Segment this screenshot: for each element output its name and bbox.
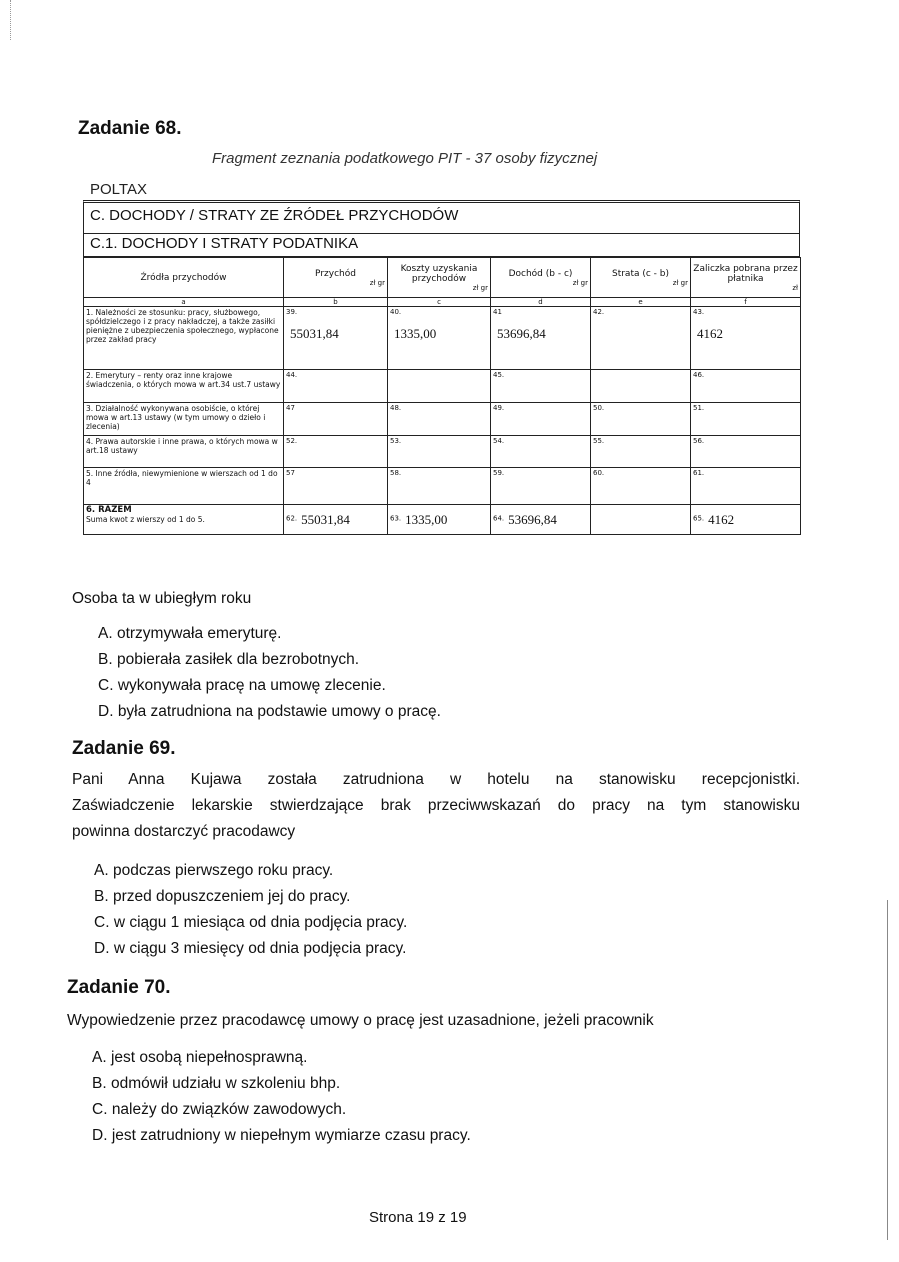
row-label: 4. Prawa autorskie i inne prawa, o których mowa w art.18 ustawy [84,436,284,468]
task68-subtitle: Fragment zeznania podatkowego PIT - 37 osoby fizycznej [212,150,598,167]
table-cell: 60. [591,468,691,505]
col-header-loss: Strata (c - b) zł gr [591,258,691,298]
table-cell [591,505,691,535]
table-cell: 52. [284,436,388,468]
table-row [84,403,801,436]
answer-option: A. podczas pierwszego roku pracy. [94,862,334,879]
table-cell [591,370,691,403]
table-cell: 55. [591,436,691,468]
answer-option: D. w ciągu 3 miesięcy od dnia podjęcia pracy. [94,940,407,957]
col-header-profit: Dochód (b - c) zł gr [491,258,591,298]
col-letter: c [388,298,491,307]
task68-heading: Zadanie 68. [78,118,182,139]
task68-question: Osoba ta w ubiegłym roku [72,590,252,607]
row-label: 2. Emerytury – renty oraz inne krajowe świadczenia, o których mowa w art.34 ust.7 ustawy [84,370,284,403]
col-header-advance: Zaliczka pobrana przez płatnika zł [691,258,801,298]
income-table [83,257,801,535]
table-cell: 46. [691,370,801,403]
page-number: Strona 19 z 19 [369,1209,467,1226]
answer-option: B. przed dopuszczeniem jej do pracy. [94,888,351,905]
table-row [84,468,801,505]
table-cell: 53. [388,436,491,468]
task70-question: Wypowiedzenie przez pracodawcę umowy o pracę jest uzasadnione, jeżeli pracownik [67,1012,654,1029]
table-row [84,307,801,370]
table-cell: 61. [691,468,801,505]
table-cell: 43. 4162 [691,307,801,370]
table-cell: 44. [284,370,388,403]
table-cell: 57 [284,468,388,505]
table-cell: 42. [591,307,691,370]
table-cell: 54. [491,436,591,468]
section-c-title: C. DOCHODY / STRATY ZE ŹRÓDEŁ PRZYCHODÓW [83,200,800,234]
column-letters-row [84,298,801,307]
answer-option: B. pobierała zasiłek dla bezrobotnych. [98,651,360,668]
table-cell: 41 53696,84 [491,307,591,370]
table-cell: 50. [591,403,691,436]
answer-option: D. jest zatrudniony w niepełnym wymiarze czasu pracy. [92,1127,471,1144]
scan-artifact [10,0,11,40]
table-cell: 49. [491,403,591,436]
pit37-form [83,200,800,535]
answer-option: D. była zatrudniona na podstawie umowy o pracę. [98,703,441,720]
row-label: 3. Działalność wykonywana osobiście, o której mowa w art.13 ustawy (w tym umowy o dzieło i zlecenia) [84,403,284,436]
table-cell: $^{63.}$ 1335,00 [388,505,491,535]
col-letter: d [491,298,591,307]
task69-question-line: Pani Anna Kujawa została zatrudniona w hotelu na stanowisku recepcjonistki. [72,771,800,788]
table-cell: 40. 1335,00 [388,307,491,370]
answer-option: A. jest osobą niepełnosprawną. [92,1049,308,1066]
task69-heading: Zadanie 69. [72,738,176,759]
row-label: 5. Inne źródła, niewymienione w wierszach od 1 do 4 [84,468,284,505]
col-header-sources: Źródła przychodów [84,258,284,298]
table-row [84,436,801,468]
table-cell: 51. [691,403,801,436]
table-total-row [84,505,801,535]
col-header-costs: Koszty uzyskania przychodów zł gr [388,258,491,298]
task69-question-line: powinna dostarczyć pracodawcy [72,823,296,840]
answer-option: A. otrzymywała emeryturę. [98,625,282,642]
poltax-label: POLTAX [90,181,147,198]
table-cell: $^{62.}$ 55031,84 [284,505,388,535]
table-cell [388,370,491,403]
section-c1-title: C.1. DOCHODY I STRATY PODATNIKA [83,234,800,257]
scan-artifact [887,900,888,1240]
col-header-income: Przychód zł gr [284,258,388,298]
col-letter: b [284,298,388,307]
table-cell: 59. [491,468,591,505]
answer-option: C. należy do związków zawodowych. [92,1101,347,1118]
table-cell: $^{64.}$ 53696,84 [491,505,591,535]
table-cell: 39. 55031,84 [284,307,388,370]
table-cell: $^{65.}$ 4162 [691,505,801,535]
answer-option: C. wykonywała pracę na umowę zlecenie. [98,677,386,694]
task69-question-line: Zaświadczenie lekarskie stwierdzające brak przeciwwskazań do pracy na tym stanowisku [72,797,800,814]
col-letter: a [84,298,284,307]
table-cell: 47 [284,403,388,436]
table-cell: 45. [491,370,591,403]
col-letter: e [591,298,691,307]
table-cell: 56. [691,436,801,468]
answer-option: B. odmówił udziału w szkoleniu bhp. [92,1075,341,1092]
table-header-row [84,258,801,298]
table-cell: 48. [388,403,491,436]
col-letter: f [691,298,801,307]
table-row [84,370,801,403]
table-cell: 58. [388,468,491,505]
row-label: 1. Należności ze stosunku: pracy, służbowego, spółdzielczego i z pracy nakładczej, a także zasiłki pieniężne z ubezpieczenia społecznego, wypłacone przez zakład pracy [84,307,284,370]
answer-option: C. w ciągu 1 miesiąca od dnia podjęcia pracy. [94,914,408,931]
task70-heading: Zadanie 70. [67,977,171,998]
total-label: 6. RAZEM Suma kwot z wierszy od 1 do 5. [84,505,284,535]
